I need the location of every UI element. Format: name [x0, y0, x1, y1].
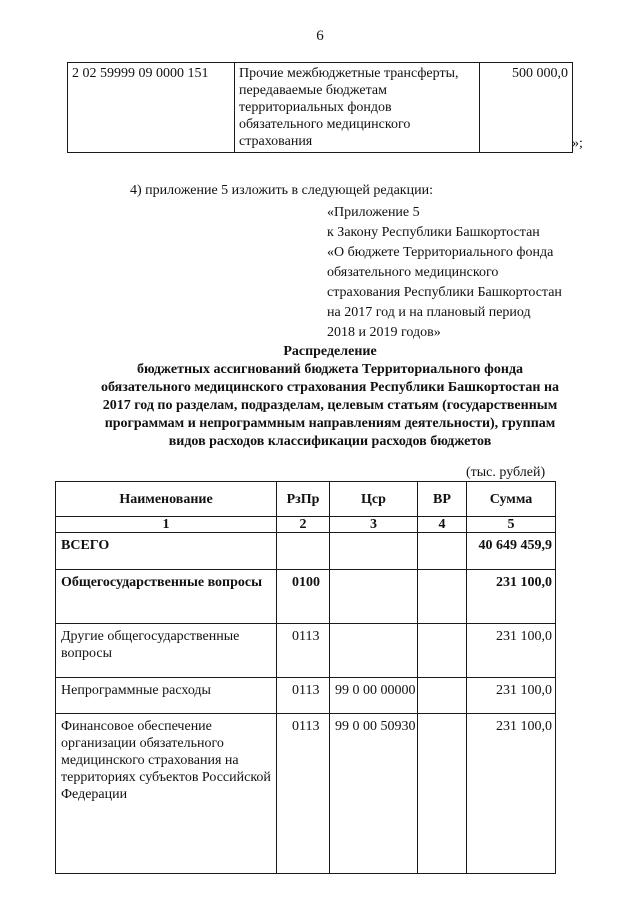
row-rzpr	[277, 533, 330, 570]
heading-line: Распределение	[283, 344, 377, 359]
row-csr	[330, 570, 418, 624]
row-vr	[418, 624, 467, 678]
row-sum: 231 100,0	[467, 714, 556, 874]
row-csr: 99 0 00 00000	[330, 678, 418, 714]
row-rzpr: 0113	[277, 714, 330, 874]
column-number: 3	[330, 517, 418, 533]
row-csr	[330, 533, 418, 570]
row-name: Финансовое обеспечение организации обязательного медицинского страхования на территориях субъектов Российской Федерации	[56, 714, 277, 874]
heading-line: видов расходов классификации расходов бюджетов	[168, 434, 492, 449]
table-row	[68, 63, 573, 153]
closing-quote: »;	[572, 136, 583, 151]
heading-line: обязательного медицинского страхования Республики Башкортостан на	[100, 380, 560, 395]
allocation-table	[55, 481, 556, 874]
annex-line: на 2017 год и на плановый период	[327, 305, 531, 320]
annex-line: «О бюджете Территориального фонда	[327, 245, 554, 260]
row-name: Другие общегосударственные вопросы	[56, 624, 277, 678]
table-row	[56, 714, 556, 874]
row-name: Непрограммные расходы	[56, 678, 277, 714]
table-row	[56, 570, 556, 624]
transfer-name-cell: Прочие межбюджетные трансферты, передаваемые бюджетам территориальных фондов обязательного медицинского страхования	[235, 63, 480, 153]
table-row	[56, 624, 556, 678]
row-rzpr: 0113	[277, 678, 330, 714]
units-label: (тыс. рублей)	[466, 465, 546, 480]
row-sum: 231 100,0	[467, 678, 556, 714]
header-vr: ВР	[418, 482, 467, 517]
row-csr	[330, 624, 418, 678]
row-rzpr: 0113	[277, 624, 330, 678]
budget-code-cell: 2 02 59999 09 0000 151	[68, 63, 235, 153]
annex-line: страхования Республики Башкортостан	[327, 285, 562, 300]
column-number-row	[56, 517, 556, 533]
transfer-sum-cell: 500 000,0	[480, 63, 573, 153]
row-name: Общегосударственные вопросы	[56, 570, 277, 624]
column-number: 2	[277, 517, 330, 533]
annex-line: «Приложение 5	[327, 205, 420, 220]
table-header-row	[56, 482, 556, 517]
document-heading	[60, 343, 600, 451]
row-sum: 231 100,0	[467, 570, 556, 624]
annex-line: к Закону Республики Башкортостан	[327, 225, 540, 240]
row-vr	[418, 533, 467, 570]
table-row	[56, 533, 556, 570]
top-table	[67, 62, 573, 153]
header-rzpr: РзПр	[277, 482, 330, 517]
row-vr	[418, 714, 467, 874]
row-vr	[418, 678, 467, 714]
column-number: 4	[418, 517, 467, 533]
heading-line: бюджетных ассигнований бюджета Территориального фонда	[136, 362, 524, 377]
row-rzpr: 0100	[277, 570, 330, 624]
row-sum: 231 100,0	[467, 624, 556, 678]
heading-line: 2017 год по разделам, подразделам, целевым статьям (государственным	[102, 398, 558, 413]
row-sum: 40 649 459,9	[467, 533, 556, 570]
table-row	[56, 678, 556, 714]
header-csr: Цср	[330, 482, 418, 517]
row-vr	[418, 570, 467, 624]
annex-reference	[327, 203, 562, 343]
instruction-text: 4) приложение 5 изложить в следующей редакции:	[130, 183, 433, 198]
column-number: 1	[56, 517, 277, 533]
row-name: ВСЕГО	[56, 533, 277, 570]
header-name: Наименование	[56, 482, 277, 517]
heading-line: программам и непрограммным направлениям деятельности), группам	[104, 416, 556, 431]
page-number: 6	[316, 28, 324, 44]
annex-line: обязательного медицинского	[327, 265, 499, 280]
column-number: 5	[467, 517, 556, 533]
row-csr: 99 0 00 50930	[330, 714, 418, 874]
annex-line: 2018 и 2019 годов»	[327, 325, 441, 340]
header-sum: Сумма	[467, 482, 556, 517]
